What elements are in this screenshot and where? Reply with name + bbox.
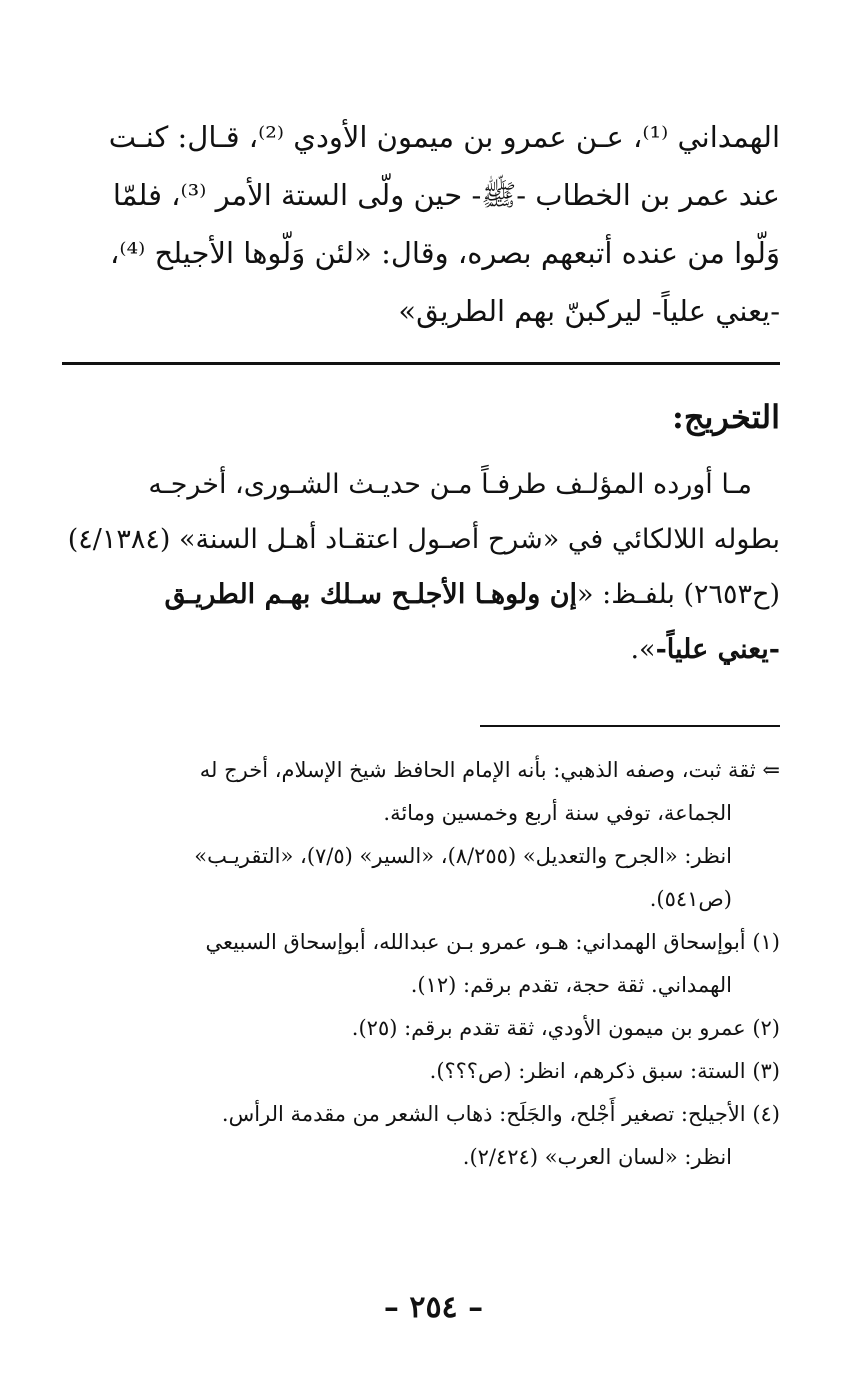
section-divider (62, 362, 780, 365)
footnote-continued-line-1: ⇐ ثقة ثبت، وصفه الذهبي: بأنه الإمام الحافظ شيخ الإسلام، أخرج له (199, 758, 780, 782)
footnotes (62, 749, 780, 1179)
footnote-1-line-2: الهمداني. ثقة حجة، تقدم برقم: (١٢). (410, 973, 732, 997)
footnote-continued-line-2: الجماعة، توفي سنة أربع وخمسين ومائة. (383, 801, 732, 825)
takhrij-line-1: مـا أورده المؤلـف طرفـاً مـن حديـث الشـورى، أخرجـه (148, 469, 752, 500)
main-line-3: وَلّوا من عنده أتبعهم بصره، وقال: «لئن وَلّوها الأجيلح ⁽⁴⁾، (110, 236, 780, 270)
footnote-2: (٢) عمرو بن ميمون الأودي، ثقة تقدم برقم: (٢٥). (351, 1016, 780, 1040)
footnote-3: (٣) الستة: سبق ذكرهم، انظر: (ص؟؟؟). (429, 1059, 780, 1083)
main-line-1: الهمداني ⁽¹⁾، عـن عمرو بن ميمون الأودي ⁽²⁾، قـال: كنـت (108, 120, 780, 154)
main-line-4: -يعني علياً- ليركبنّ بهم الطريق» (398, 294, 780, 328)
takhrij-text (62, 457, 780, 677)
takhrij-line-2: بطوله اللالكائي في «شرح أصـول اعتقـاد أهـل السنة» (٤/١٣٨٤) (67, 524, 780, 555)
main-line-2: عند عمر بن الخطاب -ﷺ- حين ولّى الستة الأمر ⁽³⁾، فلمّا (112, 178, 780, 212)
footnote-4-line-2: انظر: «لسان العرب» (٢/٤٢٤). (462, 1145, 732, 1169)
footnote-continued-line-3: انظر: «الجرح والتعديل» (٨/٢٥٥)، «السير» (٧/٥)، «التقريـب» (194, 844, 732, 868)
page-content (62, 108, 780, 1179)
takhrij-quote-part-1: إن ولوهـا الأجلـح سـلك بهـم الطريـق (164, 579, 578, 610)
footnote-1-line-1: (١) أبوإسحاق الهمداني: هـو، عمرو بـن عبدالله، أبوإسحاق السبيعي (205, 930, 780, 954)
takhrij-line-3-prefix: (ح٢٦٥٣) بلفـظ: « (577, 579, 780, 610)
takhrij-line-3 (62, 567, 780, 622)
main-text (62, 108, 780, 340)
page-number: – ٢٥٤ – (383, 1290, 484, 1325)
footnote-divider (480, 725, 780, 727)
takhrij-quote-part-2: -يعني علياً- (655, 634, 780, 665)
takhrij-line-4-suffix: ». (630, 634, 656, 665)
takhrij-heading: التخريج: (672, 398, 780, 436)
footnote-continued-line-4: (ص٥٤١). (649, 887, 732, 911)
takhrij-line-4 (62, 622, 780, 677)
footnote-4-line-1: (٤) الأجيلح: تصغير أَجْلح، والجَلَح: ذهاب الشعر من مقدمة الرأس. (221, 1102, 780, 1126)
